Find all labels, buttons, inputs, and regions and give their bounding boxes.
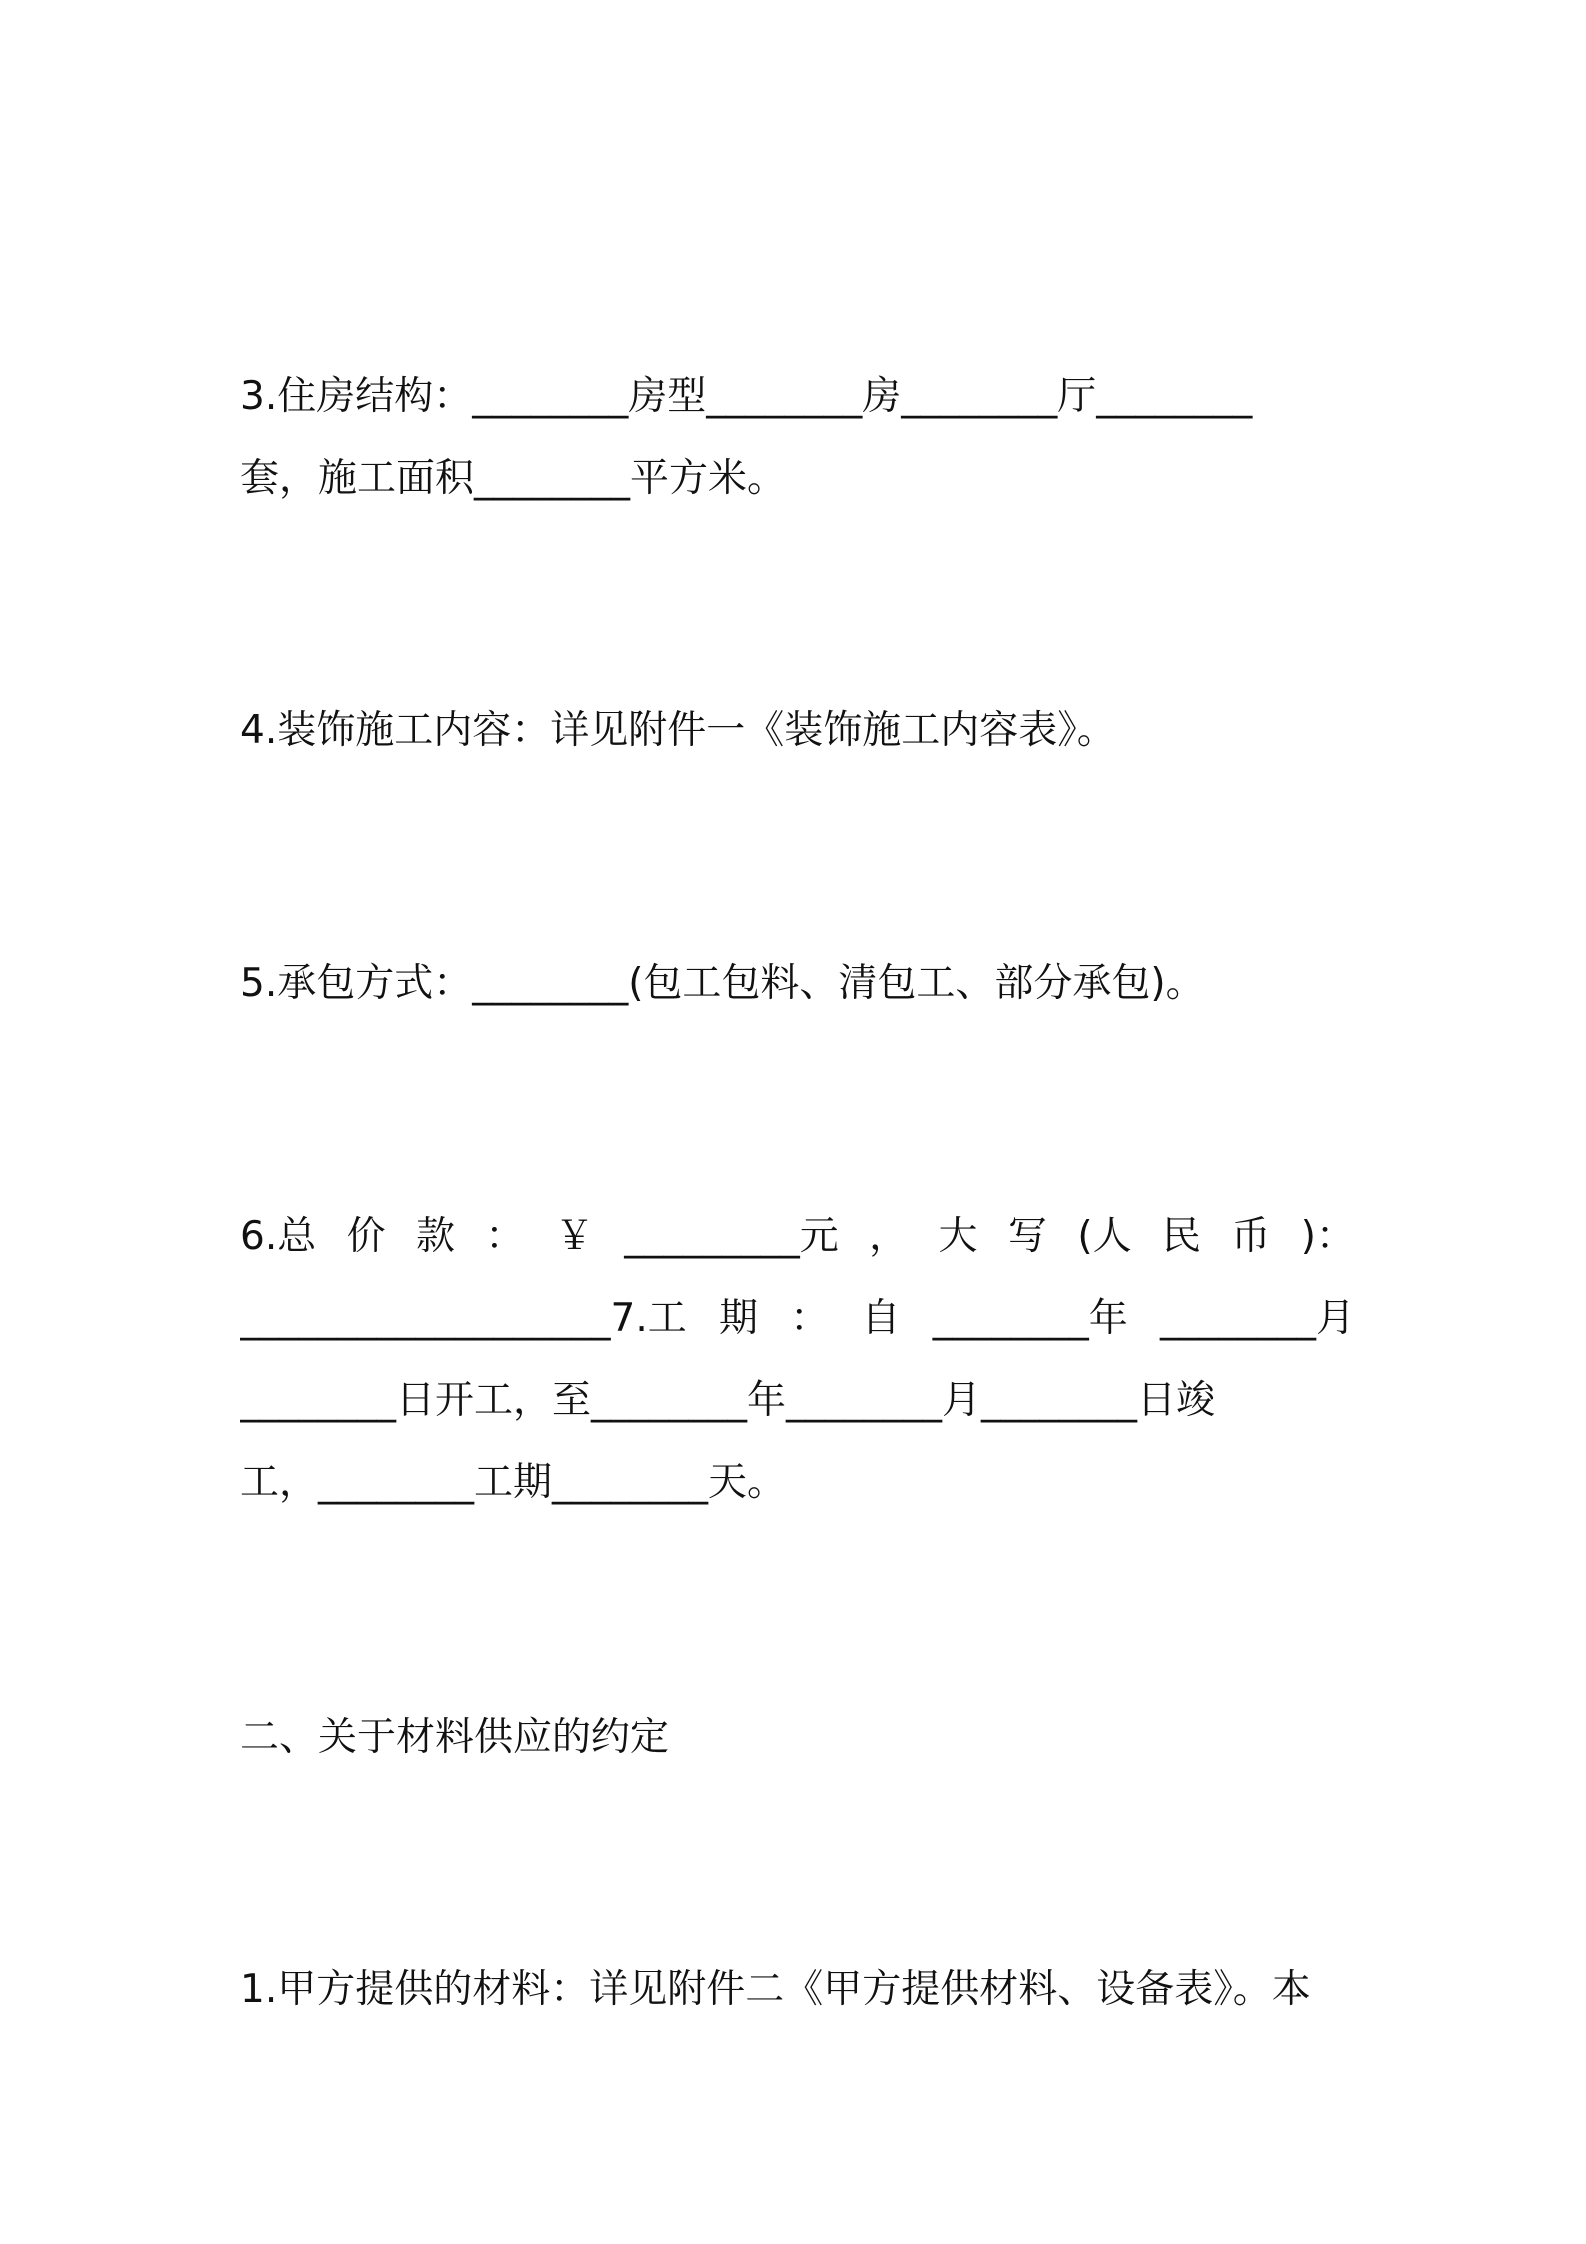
item-7-line-3: ________日开工，至________年________月________日竣: [240, 1378, 1216, 1423]
section-2-heading-text: 二、关于材料供应的约定: [240, 1715, 670, 1760]
item-3-housing-structure: [240, 356, 1355, 520]
item-5-text: 5.承包方式：________(包工包料、清包工、部分承包)。: [240, 961, 1205, 1006]
item-4-decoration-content: [240, 690, 1355, 772]
item-3-line-1: 3.住房结构：________房型________房________厅________: [240, 374, 1253, 419]
item-3-line-2: 套，施工面积________平方米。: [240, 456, 787, 501]
item-5-contract-method: [240, 943, 1355, 1025]
item-7-line-4: 工，________工期________天。: [240, 1460, 787, 1505]
section-2-item-1: [240, 1949, 1355, 2031]
item-4-text: 4.装饰施工内容：详见附件一《装饰施工内容表》。: [240, 708, 1116, 753]
section-2-item-1-text: 1.甲方提供的材料：详见附件二《甲方提供材料、设备表》。本: [240, 1967, 1311, 2012]
item-7-line-2: ___________________7.工 期 ： 自 ________年 ________月: [240, 1296, 1355, 1341]
item-6-line-1: 6.总 价 款 ： ￥ _________元 ， 大 写 (人 民 币 )：: [240, 1214, 1355, 1259]
section-2-heading: [240, 1697, 1355, 1779]
item-6-7-price-and-period: [240, 1196, 1355, 1524]
